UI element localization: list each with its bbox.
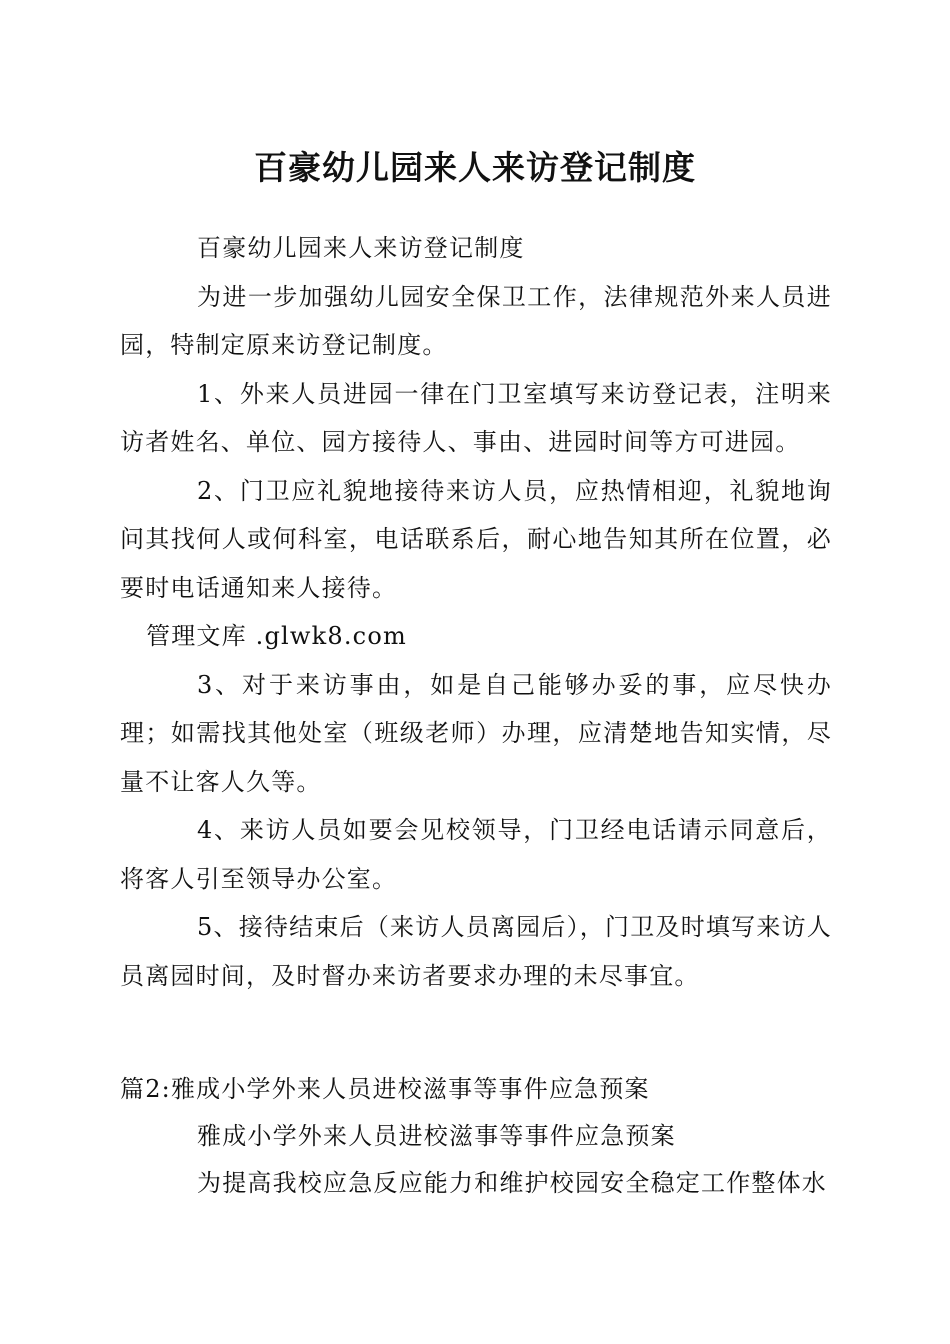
paragraph-rule-5: 5、接待结束后（来访人员离园后），门卫及时填写来访人员离园时间，及时督办来访者要求办理的未尽事宜。 <box>120 913 832 990</box>
document-body <box>120 224 832 1000</box>
document-title: 百豪幼儿园来人来访登记制度 <box>254 148 696 187</box>
section-2-subtitle: 雅成小学外来人员进校滋事等事件应急预案 <box>197 1122 676 1150</box>
paragraph-rule-3: 3、对于来访事由，如是自己能够办妥的事，应尽快办理；如需找其他处室（班级老师）办理，应清楚地告知实情，尽量不让客人久等。 <box>120 670 832 796</box>
paragraph-rule-2: 2、门卫应礼貌地接待来访人员，应热情相迎，礼貌地询问其找何人或何科室，电话联系后，耐心地告知其所在位置，必要时电话通知来人接待。 <box>120 476 832 602</box>
paragraph-rule-1: 1、外来人员进园一律在门卫室填写来访登记表，注明来访者姓名、单位、园方接待人、事由、进园时间等方可进园。 <box>120 379 832 456</box>
section-2-heading: 篇2:雅成小学外来人员进校滋事等事件应急预案 <box>120 1075 650 1103</box>
paragraph-heading-repeat: 百豪幼儿园来人来访登记制度 <box>197 234 525 262</box>
section-2-intro: 为提高我校应急反应能力和维护校园安全稳定工作整体水 <box>197 1169 827 1197</box>
section-2 <box>120 1066 832 1207</box>
paragraph-intro: 为进一步加强幼儿园安全保卫工作，法律规范外来人员进园，特制定原来访登记制度。 <box>120 282 832 359</box>
paragraph-rule-4: 4、来访人员如要会见校领导，门卫经电话请示同意后，将客人引至领导办公室。 <box>120 816 832 893</box>
paragraph-source-note: 管理文库 .glwk8.com <box>146 622 407 650</box>
